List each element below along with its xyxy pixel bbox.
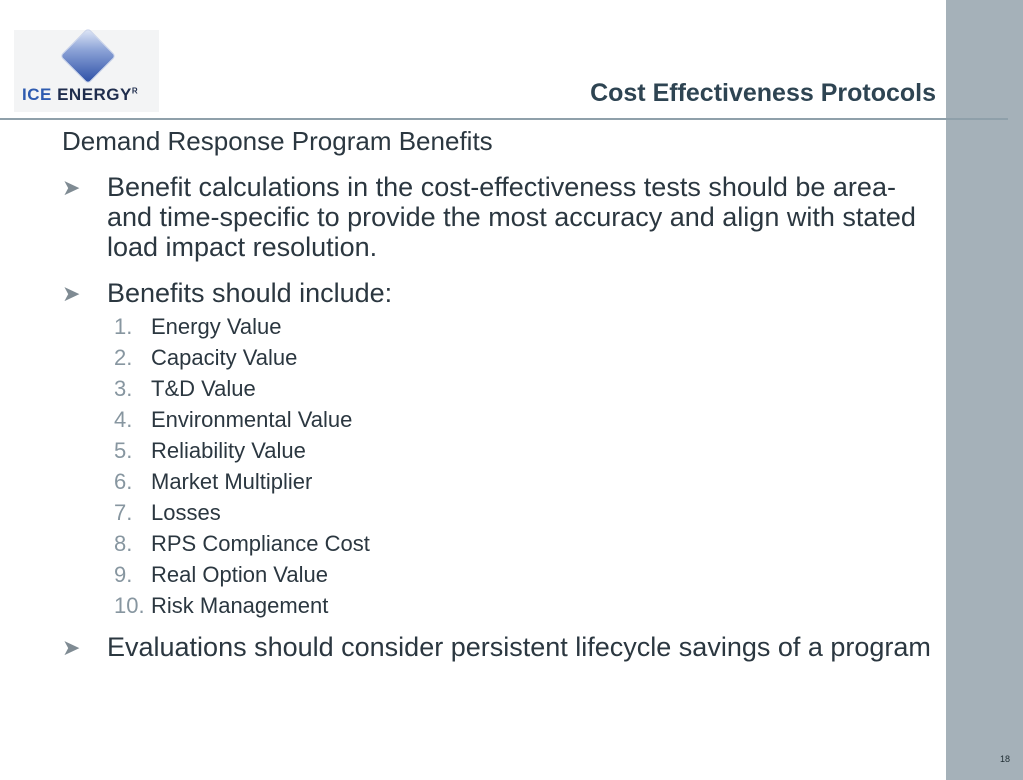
list-number: 5. bbox=[114, 438, 133, 463]
list-number: 8. bbox=[114, 531, 133, 556]
bullet-text: Evaluations should consider persistent lifecycle savings of a program bbox=[107, 632, 931, 662]
list-number: 2. bbox=[114, 345, 133, 370]
list-item bbox=[114, 342, 714, 373]
list-label: Energy Value bbox=[151, 314, 282, 339]
list-label: T&D Value bbox=[151, 376, 256, 401]
arrow-bullet-icon: ➤ bbox=[62, 635, 81, 660]
bullet-benefits-include bbox=[62, 278, 942, 308]
list-label: Losses bbox=[151, 500, 221, 525]
list-label: Risk Management bbox=[151, 593, 329, 618]
list-item bbox=[114, 497, 714, 528]
list-label: Real Option Value bbox=[151, 562, 328, 587]
list-label: RPS Compliance Cost bbox=[151, 531, 370, 556]
ice-energy-logo bbox=[14, 30, 159, 112]
bullet-evaluations bbox=[62, 632, 942, 662]
logo-wordmark bbox=[22, 85, 138, 105]
page-number: 18 bbox=[1000, 754, 1011, 764]
title-divider bbox=[0, 118, 1008, 120]
list-label: Reliability Value bbox=[151, 438, 306, 463]
list-label: Market Multiplier bbox=[151, 469, 313, 494]
slide-title: Cost Effectiveness Protocols bbox=[590, 79, 936, 107]
arrow-bullet-icon: ➤ bbox=[62, 175, 81, 200]
list-label: Environmental Value bbox=[151, 407, 353, 432]
list-number: 10. bbox=[114, 593, 145, 618]
bullet-text: Benefits should include: bbox=[107, 278, 393, 308]
list-item bbox=[114, 559, 714, 590]
logo-word-ice: ICE bbox=[22, 85, 52, 104]
list-number: 4. bbox=[114, 407, 133, 432]
bullet-text: Benefit calculations in the cost-effectiveness tests should be area- and time-specific to provide the most accuracy and align with stated load impact resolution. bbox=[107, 172, 916, 262]
diamond-logo-icon bbox=[59, 28, 116, 85]
list-item bbox=[114, 528, 714, 559]
logo-registered-mark: R bbox=[131, 86, 139, 96]
list-item bbox=[114, 466, 714, 497]
list-number: 3. bbox=[114, 376, 133, 401]
list-number: 6. bbox=[114, 469, 133, 494]
list-item bbox=[114, 311, 714, 342]
arrow-bullet-icon: ➤ bbox=[62, 281, 81, 306]
list-item bbox=[114, 373, 714, 404]
list-label: Capacity Value bbox=[151, 345, 298, 370]
list-item bbox=[114, 435, 714, 466]
list-number: 7. bbox=[114, 500, 133, 525]
section-subheading: Demand Response Program Benefits bbox=[62, 126, 493, 156]
list-item bbox=[114, 590, 714, 621]
list-number: 1. bbox=[114, 314, 133, 339]
right-sidebar-band bbox=[946, 0, 1023, 780]
bullet-benefit-calculations bbox=[62, 172, 942, 262]
logo-word-energy: ENERGY bbox=[57, 85, 132, 104]
benefits-numbered-list bbox=[114, 311, 714, 621]
list-item bbox=[114, 404, 714, 435]
list-number: 9. bbox=[114, 562, 133, 587]
